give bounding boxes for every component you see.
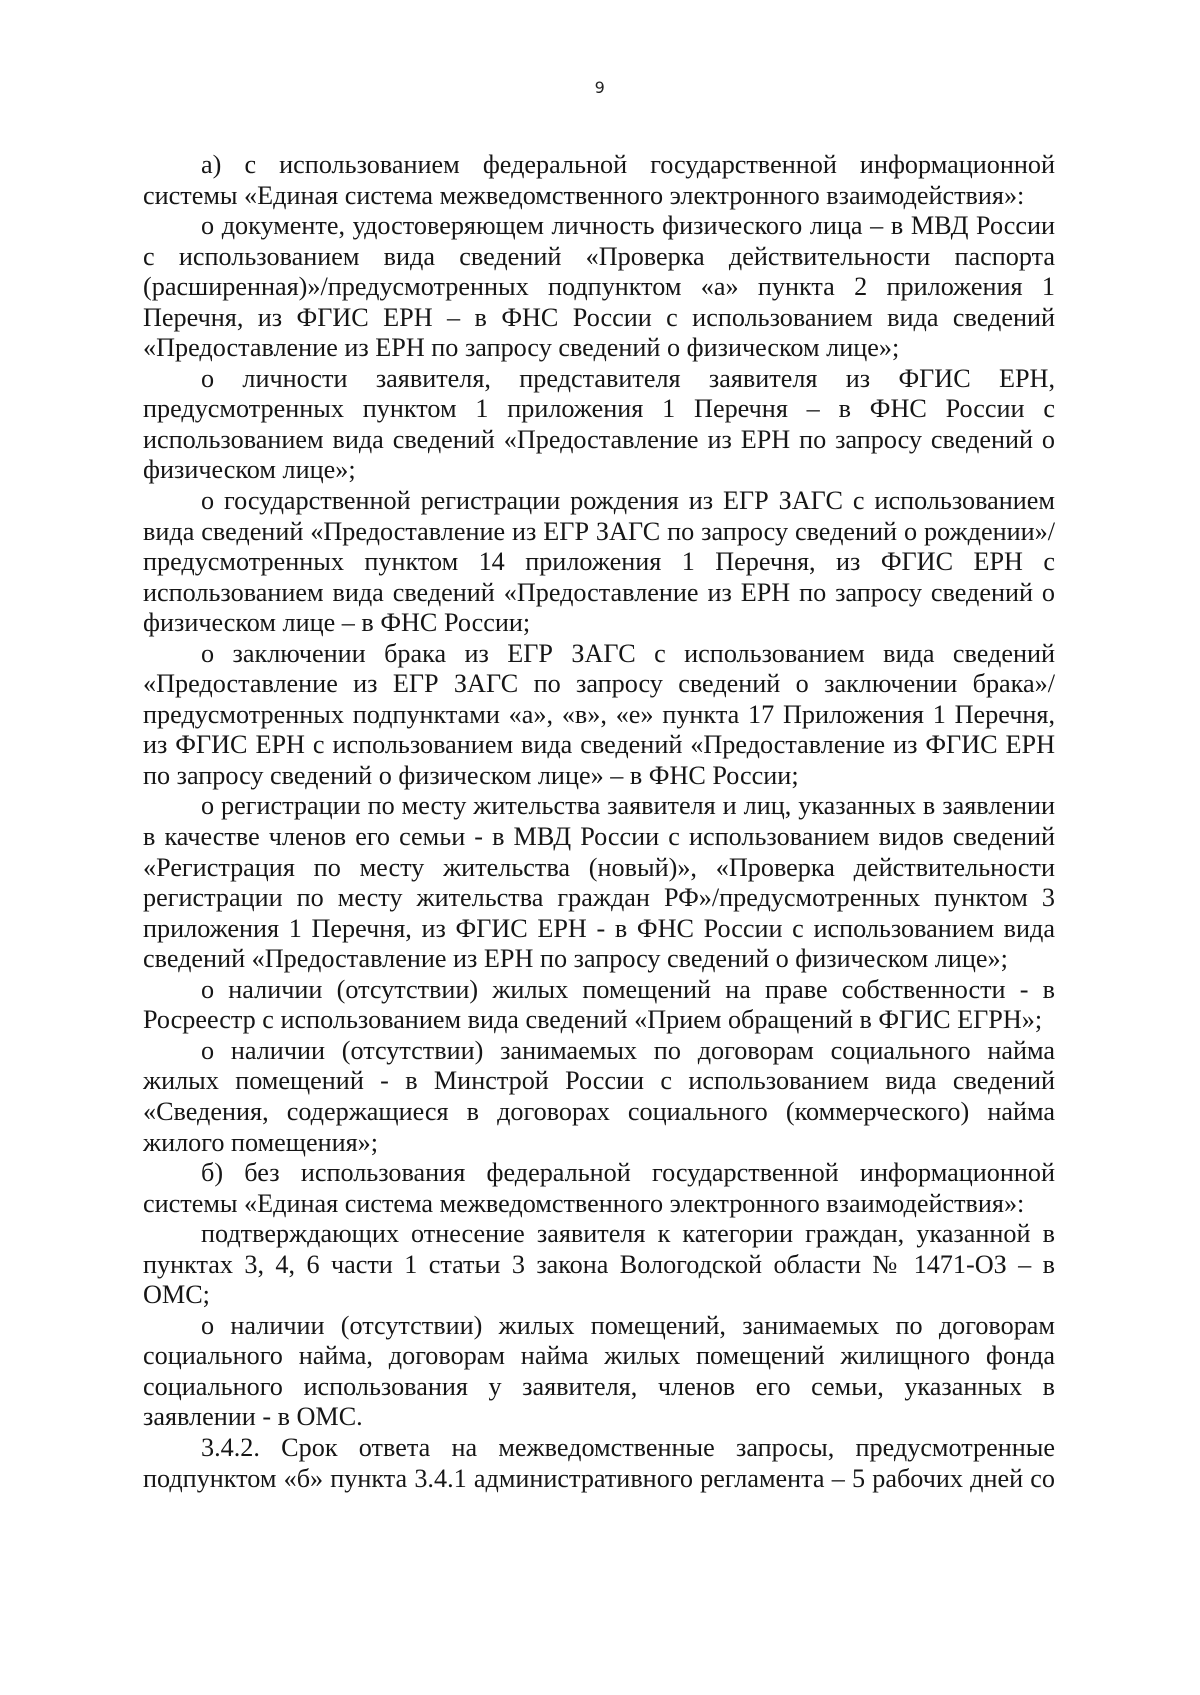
document-body bbox=[143, 150, 1055, 1494]
page-number: 9 bbox=[594, 78, 606, 97]
paragraph-applicant-identity: о личности заявителя, представителя заявителя из ФГИС ЕРН, предусмотренных пунктом 1 приложения 1 Перечня – в ФНС России с использованием вида сведений «Предоставление из ЕРН по запросу сведений о физическом лице»; bbox=[143, 363, 1055, 485]
paragraph-residence-registration: о регистрации по месту жительства заявителя и лиц, указанных в заявлении в качестве членов его семьи - в МВД России с использованием видов сведений «Регистрация по месту жительства (новый)», «Проверка действительности регистрации по месту жительства граждан РФ»/предусмотренных пунктом 3 приложения 1 Перечня, из ФГИС ЕРН - в ФНС России с использованием вида сведений «Предоставление из ЕРН по запросу сведений о физическом лице»; bbox=[143, 791, 1055, 974]
paragraph-3-4-2: 3.4.2. Срок ответа на межведомственные запросы, предусмотренные подпунктом «б» пункта 3.4.1 административного регламента – 5 рабочих дней со bbox=[143, 1432, 1055, 1493]
paragraph-birth-registration: о государственной регистрации рождения из ЕГР ЗАГС с использованием вида сведений «Предоставление из ЕГР ЗАГС по запросу сведений о рождении»/предусмотренных пунктом 14 приложения 1 Перечня, из ФГИС ЕРН с использованием вида сведений «Предоставление из ЕРН по запросу сведений о физическом лице – в ФНС России; bbox=[143, 486, 1055, 638]
paragraph-b-intro: б) без использования федеральной государственной информационной системы «Единая система межведомственного электронного взаимодействия»: bbox=[143, 1158, 1055, 1218]
paragraph-marriage: о заключении брака из ЕГР ЗАГС с использованием вида сведений «Предоставление из ЕГР ЗАГС по запросу сведений о заключении брака»/предусмотренных подпунктами «а», «в», «е» пункта 17 Приложения 1 Перечня, из ФГИС ЕРН с использованием вида сведений «Предоставление из ФГИС ЕРН по запросу сведений о физическом лице» – в ФНС России; bbox=[143, 638, 1055, 790]
paragraph-category-confirmation: подтверждающих отнесение заявителя к категории граждан, указанной в пунктах 3, 4, 6 части 1 статьи 3 закона Вологодской области № 1471-ОЗ – в ОМС; bbox=[143, 1219, 1055, 1310]
paragraph-ownership: о наличии (отсутствии) жилых помещений на праве собственности - в Росреестр с использованием вида сведений «Прием обращений в ФГИС ЕГРН»; bbox=[143, 974, 1055, 1035]
paragraph-social-lease: о наличии (отсутствии) занимаемых по договорам социального найма жилых помещений - в Минстрой России с использованием вида сведений «Сведения, содержащиеся в договорах социального (коммерческого) найма жилого помещения»; bbox=[143, 1035, 1055, 1157]
paragraph-a-intro: а) с использованием федеральной государственной информационной системы «Единая система межведомственного электронного взаимодействия»: bbox=[143, 150, 1055, 210]
paragraph-occupied-premises: о наличии (отсутствии) жилых помещений, занимаемых по договорам социального найма, договорам найма жилых помещений жилищного фонда социального использования у заявителя, членов его семьи, указанных в заявлении - в ОМС. bbox=[143, 1310, 1055, 1432]
paragraph-identity-document: о документе, удостоверяющем личность физического лица – в МВД России с использованием вида сведений «Проверка действительности паспорта (расширенная)»/предусмотренных подпунктом «а» пункта 2 приложения 1 Перечня, из ФГИС ЕРН – в ФНС России с использованием вида сведений «Предоставление из ЕРН по запросу сведений о физическом лице»; bbox=[143, 211, 1055, 363]
